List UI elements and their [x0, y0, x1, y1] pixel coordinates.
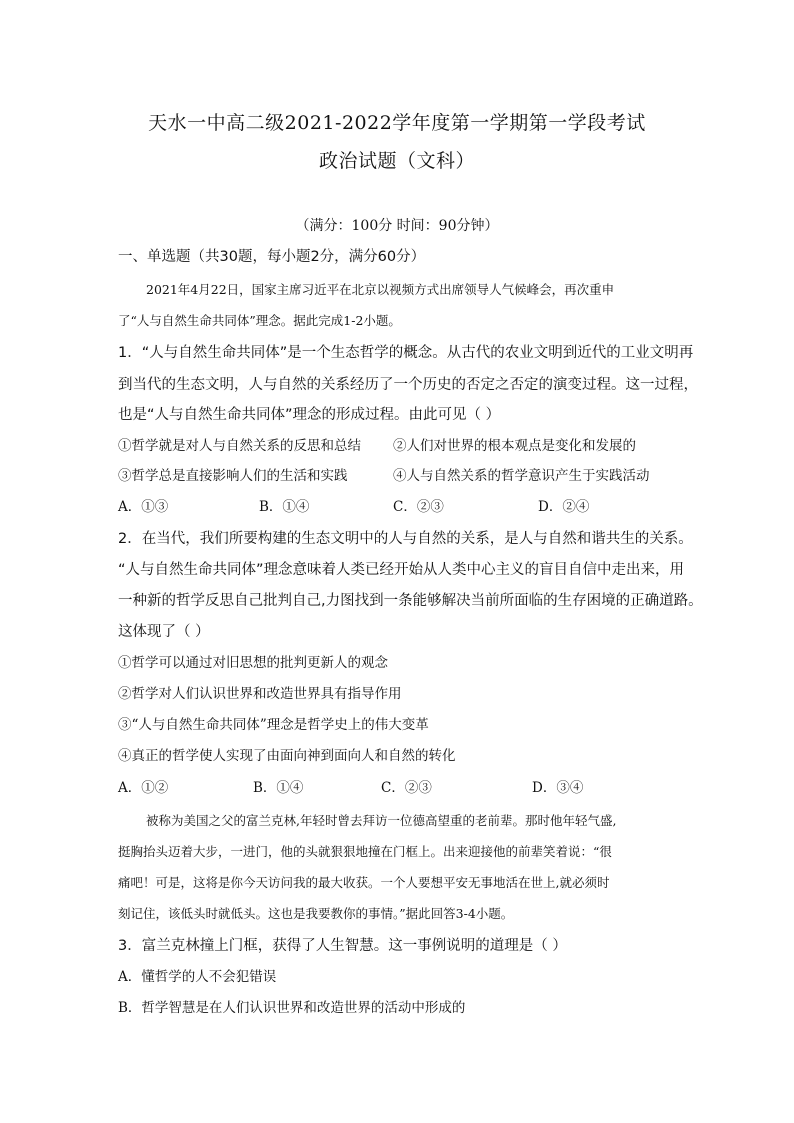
q1-statement-3: ③哲学总是直接影响人们的生活和实践 — [118, 468, 348, 484]
q2-stem-line-3: 一种新的哲学反思自己批判自己,力图找到一条能够解决当前所面临的生存困境的正确道路。 — [118, 593, 703, 609]
material-2-line-2: 挺胸抬头迈着大步，一进门，他的头就狠狠地撞在门框上。出来迎接他的前辈笑着说：“很 — [118, 844, 612, 859]
q2-statement-2: ②哲学对人们认识世界和改造世界具有指导作用 — [118, 686, 402, 702]
q3-option-b: B．哲学智慧是在人们认识世界和改造世界的活动中形成的 — [118, 1000, 466, 1016]
material-2-line-4: 刻记住，该低头时就低头。这也是我要教你的事情。”据此回答3-4小题。 — [118, 906, 514, 921]
q2-option-c: C．②③ — [381, 780, 432, 796]
q2-stem-line-1: 2．在当代，我们所要构建的生态文明中的人与自然的关系，是人与自然和谐共生的关系。 — [118, 531, 693, 547]
q1-stem-line-2: 到当代的生态文明，人与自然的关系经历了一个历史的否定之否定的演变过程。这一过程， — [118, 377, 698, 393]
exam-meta: （满分：100分 时间：90分钟） — [295, 218, 499, 234]
material-1-line-1: 2021年4月22日，国家主席习近平在北京以视频方式出席领导人气候峰会，再次重申 — [146, 282, 615, 297]
material-1-line-2: 了“人与自然生命共同体”理念。据此完成1-2小题。 — [118, 313, 401, 328]
q3-stem-line-1: 3．富兰克林撞上门框，获得了人生智慧。这一事例说明的道理是（ ） — [118, 938, 567, 954]
q1-statement-4: ④人与自然关系的哲学意识产生于实践活动 — [393, 468, 650, 484]
q1-statement-1: ①哲学就是对人与自然关系的反思和总结 — [118, 438, 361, 454]
q1-stem-line-1: 1．“人与自然生命共同体”是一个生态哲学的概念。从古代的农业文明到近代的工业文明再 — [118, 345, 694, 361]
material-2-line-3: 痛吧！可是，这将是你今天访问我的最大收获。一个人要想平安无事地活在世上,就必须时 — [118, 875, 610, 890]
exam-subtitle: 政治试题（文科） — [318, 150, 475, 172]
q2-stem-line-2: “人与自然生命共同体”理念意味着人类已经开始从人类中心主义的盲目自信中走出来，用 — [118, 562, 685, 578]
q3-option-a: A．懂哲学的人不会犯错误 — [118, 969, 277, 985]
section-heading: 一、单选题（共30题，每小题2分，满分60分） — [118, 249, 426, 265]
q2-option-b: B．①④ — [253, 780, 304, 796]
q2-option-a: A．①② — [118, 780, 169, 796]
q2-option-d: D．③④ — [532, 780, 584, 796]
exam-title: 天水一中高二级2021-2022学年度第一学期第一学段考试 — [148, 112, 646, 134]
q1-statement-2: ②人们对世界的根本观点是变化和发展的 — [393, 438, 636, 454]
q2-statement-4: ④真正的哲学使人实现了由面向神到面向人和自然的转化 — [118, 748, 456, 764]
q1-option-d: D．②④ — [538, 499, 590, 515]
q1-option-c: C．②③ — [393, 499, 444, 515]
q1-stem-line-3: 也是“人与自然生命共同体”理念的形成过程。由此可见（ ） — [118, 407, 501, 423]
q1-option-a: A．①③ — [118, 499, 169, 515]
q2-statement-3: ③“人与自然生命共同体”理念是哲学史上的伟大变革 — [118, 717, 429, 733]
material-2-line-1: 被称为美国之父的富兰克林,年轻时曾去拜访一位德高望重的老前辈。那时他年轻气盛, — [146, 813, 617, 828]
q2-stem-line-4: 这体现了（ ） — [118, 624, 210, 640]
q2-statement-1: ①哲学可以通过对旧思想的批判更新人的观念 — [118, 655, 388, 671]
q1-option-b: B．①④ — [259, 499, 310, 515]
